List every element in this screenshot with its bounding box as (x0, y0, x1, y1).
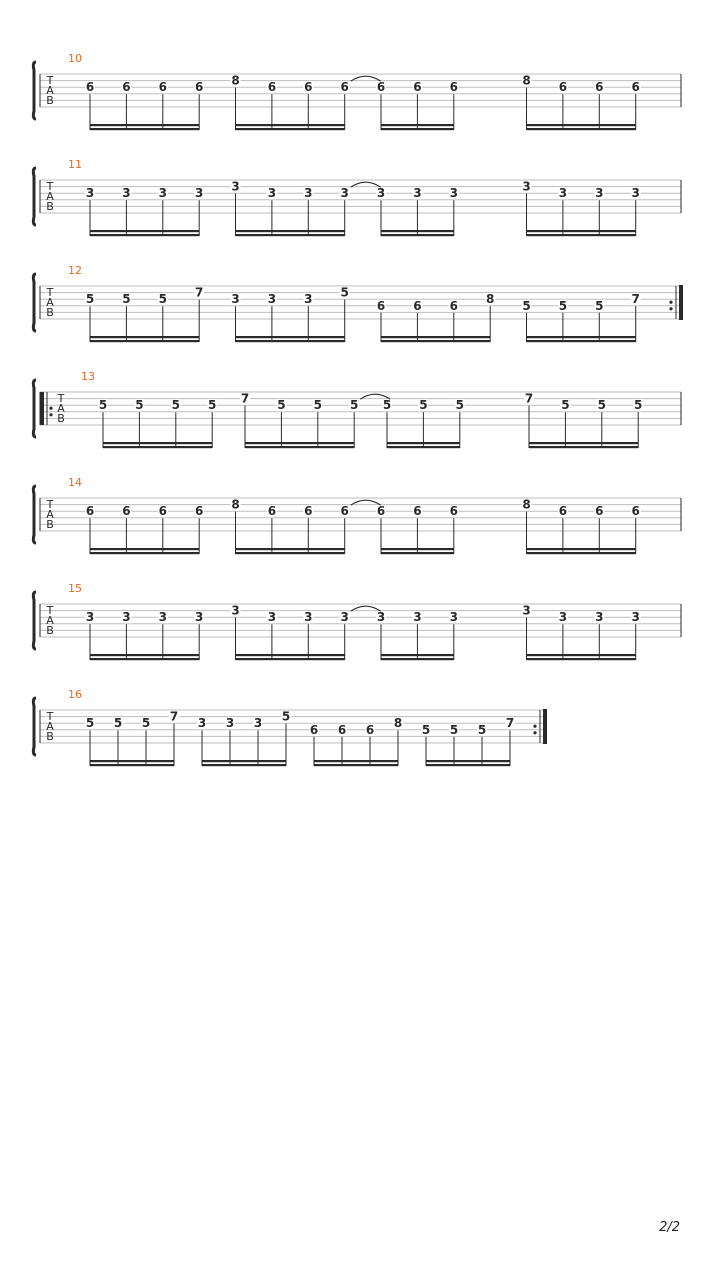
beam-group (522, 498, 641, 555)
fret-number: 3 (304, 292, 313, 307)
beam-secondary (381, 658, 454, 660)
fret-number: 6 (304, 504, 313, 519)
beam-secondary (245, 446, 354, 448)
beam-secondary (90, 234, 199, 236)
fret-number: 5 (634, 398, 643, 413)
fret-number: 6 (376, 298, 386, 313)
fret-number: 6 (413, 80, 422, 95)
beam-secondary (90, 552, 199, 554)
fret-number: 6 (304, 80, 313, 95)
tab-clef-letter-b: B (46, 306, 54, 319)
fret-number: 6 (449, 80, 458, 95)
beam-primary (527, 336, 636, 338)
fret-number: 8 (231, 73, 240, 88)
tab-clef-letter-a: A (46, 614, 54, 627)
fret-number: 3 (595, 186, 604, 201)
fret-number: 3 (413, 186, 422, 201)
fret-number: 3 (376, 186, 386, 201)
fret-number: 6 (413, 504, 422, 519)
fret-number: 6 (595, 80, 604, 95)
tab-system-16 (33, 688, 545, 766)
fret-number: 5 (313, 398, 322, 413)
fret-number: 5 (561, 398, 570, 413)
fret-number: 6 (158, 504, 167, 519)
fret-number: 5 (98, 398, 108, 413)
measure-number: 15 (68, 582, 82, 595)
beam-secondary (426, 764, 510, 766)
fret-number: 3 (340, 186, 349, 201)
fret-number: 5 (208, 398, 217, 413)
tab-clef-letter-a: A (57, 402, 65, 415)
beam-primary (381, 336, 490, 338)
fret-number: 6 (340, 504, 349, 519)
measure-number: 12 (68, 264, 82, 277)
fret-number: 6 (85, 504, 95, 519)
fret-number: 3 (376, 610, 386, 625)
fret-number: 3 (449, 610, 458, 625)
system-bracket (33, 592, 36, 649)
fret-number: 5 (122, 292, 131, 307)
fret-number: 3 (522, 603, 531, 618)
tab-clef-letter-t: T (46, 498, 54, 511)
repeat-dot (533, 725, 536, 728)
beam-group (522, 604, 641, 661)
fret-number: 6 (376, 80, 386, 95)
beam-primary (381, 654, 454, 656)
beam-group (522, 74, 641, 131)
beam-group (231, 74, 350, 131)
fret-number: 3 (195, 186, 204, 201)
beam-primary (381, 230, 454, 232)
beam-primary (236, 548, 345, 550)
repeat-dot (533, 731, 536, 734)
tab-clef-letter-t: T (46, 286, 54, 299)
beam-secondary (527, 340, 636, 342)
tab-clef-letter-b: B (46, 200, 54, 213)
fret-number: 7 (240, 391, 250, 406)
beam-group (524, 392, 643, 449)
tab-clef-letter-a: A (46, 720, 54, 733)
fret-number: 6 (340, 80, 349, 95)
fret-number: 3 (122, 186, 131, 201)
tab-system-11 (33, 158, 681, 236)
fret-number: 5 (141, 716, 151, 731)
fret-number: 5 (113, 716, 123, 731)
fret-number: 6 (365, 722, 375, 737)
beam-secondary (90, 340, 199, 342)
beam-primary (314, 760, 398, 762)
fret-number: 3 (631, 610, 640, 625)
fret-number: 3 (558, 610, 568, 625)
beam-primary (90, 230, 199, 232)
fret-number: 7 (505, 716, 515, 731)
beam-primary (245, 442, 354, 444)
beam-group (231, 498, 350, 555)
fret-number: 5 (597, 398, 606, 413)
fret-number: 5 (281, 709, 291, 724)
beam-group (85, 710, 179, 767)
beam-group (85, 286, 204, 343)
beam-secondary (527, 552, 636, 554)
fret-number: 3 (304, 186, 313, 201)
beam-primary (90, 124, 199, 126)
fret-number: 3 (158, 610, 167, 625)
fret-number: 5 (595, 298, 604, 313)
measure-number: 13 (81, 370, 95, 383)
beam-secondary (236, 658, 345, 660)
system-bracket (33, 698, 36, 755)
beam-secondary (236, 128, 345, 130)
beam-group (231, 180, 350, 237)
measure-number: 10 (68, 52, 82, 65)
beam-secondary (381, 340, 490, 342)
fret-number: 5 (85, 292, 95, 307)
fret-number: 6 (337, 722, 347, 737)
beam-secondary (381, 234, 454, 236)
fret-number: 6 (558, 504, 568, 519)
beam-primary (527, 230, 636, 232)
beam-primary (236, 124, 345, 126)
tab-clef-letter-t: T (46, 604, 54, 617)
fret-number: 3 (231, 292, 240, 307)
beam-secondary (236, 234, 345, 236)
fret-number: 5 (421, 722, 431, 737)
fret-number: 3 (267, 292, 277, 307)
fret-number: 3 (267, 186, 277, 201)
fret-number: 6 (449, 504, 458, 519)
fret-number: 3 (85, 610, 95, 625)
fret-number: 6 (122, 80, 131, 95)
measure-number: 14 (68, 476, 82, 489)
tab-clef-letter-b: B (46, 518, 54, 531)
beam-primary (236, 336, 345, 338)
fret-number: 3 (449, 186, 458, 201)
beam-primary (90, 548, 199, 550)
fret-number: 6 (376, 504, 386, 519)
beam-secondary (236, 552, 345, 554)
fret-number: 3 (267, 610, 277, 625)
measure-number: 11 (68, 158, 82, 171)
beam-secondary (314, 764, 398, 766)
beam-group (231, 604, 350, 661)
beam-primary (527, 548, 636, 550)
fret-number: 6 (413, 298, 422, 313)
beam-primary (381, 124, 454, 126)
beam-primary (381, 548, 454, 550)
system-bracket (33, 486, 36, 543)
fret-number: 7 (524, 391, 534, 406)
beam-secondary (202, 764, 286, 766)
fret-number: 3 (340, 610, 349, 625)
fret-number: 5 (477, 722, 487, 737)
tab-clef-letter-a: A (46, 190, 54, 203)
tab-clef-letter-b: B (46, 730, 54, 743)
beam-primary (236, 654, 345, 656)
fret-number: 5 (158, 292, 167, 307)
fret-number: 3 (413, 610, 422, 625)
tab-clef-letter-b: B (46, 94, 54, 107)
fret-number: 5 (171, 398, 180, 413)
fret-number: 6 (122, 504, 131, 519)
fret-number: 3 (225, 716, 235, 731)
fret-number: 8 (231, 497, 240, 512)
tab-system-14 (33, 476, 681, 554)
beam-group (231, 286, 350, 343)
beam-group (240, 392, 359, 449)
tab-clef-letter-a: A (46, 508, 54, 521)
fret-number: 7 (195, 285, 204, 300)
fret-number: 5 (522, 298, 531, 313)
fret-number: 6 (195, 504, 204, 519)
fret-number: 3 (195, 610, 204, 625)
fret-number: 6 (309, 722, 319, 737)
tab-clef-letter-t: T (57, 392, 65, 405)
fret-number: 3 (253, 716, 263, 731)
beam-group (522, 180, 641, 237)
beam-secondary (527, 658, 636, 660)
fret-number: 6 (631, 504, 640, 519)
tab-system-10 (33, 52, 681, 130)
fret-number: 5 (85, 716, 95, 731)
fret-number: 5 (449, 722, 459, 737)
fret-number: 6 (158, 80, 167, 95)
tab-clef-letter-t: T (46, 710, 54, 723)
tab-clef-letter-b: B (57, 412, 65, 425)
beam-primary (90, 760, 174, 762)
fret-number: 3 (558, 186, 568, 201)
fret-number: 5 (419, 398, 428, 413)
beam-primary (90, 336, 199, 338)
beam-secondary (527, 128, 636, 130)
tab-clef-letter-t: T (46, 74, 54, 87)
beam-secondary (90, 128, 199, 130)
beam-primary (103, 442, 212, 444)
beam-primary (236, 230, 345, 232)
fret-number: 6 (595, 504, 604, 519)
repeat-dot (669, 301, 672, 304)
fret-number: 3 (231, 603, 240, 618)
fret-number: 6 (85, 80, 95, 95)
beam-primary (527, 654, 636, 656)
fret-number: 3 (122, 610, 131, 625)
system-bracket (33, 380, 36, 437)
beam-primary (426, 760, 510, 762)
fret-number: 7 (169, 709, 179, 724)
fret-number: 6 (558, 80, 568, 95)
fret-number: 6 (195, 80, 204, 95)
fret-number: 5 (455, 398, 464, 413)
fret-number: 3 (631, 186, 640, 201)
measure-number: 16 (68, 688, 82, 701)
beam-secondary (527, 234, 636, 236)
system-bracket (33, 168, 36, 225)
fret-number: 3 (231, 179, 240, 194)
fret-number: 3 (595, 610, 604, 625)
fret-number: 7 (631, 292, 640, 307)
tab-clef-letter-b: B (46, 624, 54, 637)
fret-number: 8 (522, 497, 531, 512)
fret-number: 5 (382, 398, 392, 413)
repeat-dot (49, 407, 52, 410)
fret-number: 3 (522, 179, 531, 194)
system-bracket (33, 62, 36, 119)
beam-secondary (381, 128, 454, 130)
system-bracket (33, 274, 36, 331)
fret-number: 6 (449, 298, 458, 313)
beam-secondary (381, 552, 454, 554)
tab-system-12 (33, 264, 681, 342)
fret-number: 5 (558, 298, 568, 313)
fret-number: 8 (522, 73, 531, 88)
fret-number: 6 (267, 504, 277, 519)
fret-number: 5 (135, 398, 144, 413)
repeat-dot (669, 307, 672, 310)
beam-group (197, 710, 291, 767)
page-number: 2/2 (659, 1220, 680, 1235)
tab-system-15 (33, 582, 681, 660)
beam-primary (90, 654, 199, 656)
fret-number: 8 (393, 716, 403, 731)
beam-secondary (90, 764, 174, 766)
fret-number: 3 (304, 610, 313, 625)
repeat-dot (49, 413, 52, 416)
fret-number: 6 (631, 80, 640, 95)
beam-primary (202, 760, 286, 762)
beam-primary (529, 442, 638, 444)
fret-number: 3 (197, 716, 207, 731)
beam-secondary (529, 446, 638, 448)
beam-primary (387, 442, 460, 444)
tab-clef-letter-a: A (46, 296, 54, 309)
fret-number: 5 (340, 285, 349, 300)
beam-secondary (236, 340, 345, 342)
fret-number: 3 (158, 186, 167, 201)
fret-number: 5 (350, 398, 359, 413)
fret-number: 3 (85, 186, 95, 201)
fret-number: 5 (277, 398, 286, 413)
tab-system-13 (33, 370, 681, 448)
fret-number: 8 (486, 292, 495, 307)
fret-number: 6 (267, 80, 277, 95)
beam-secondary (90, 658, 199, 660)
beam-secondary (103, 446, 212, 448)
beam-secondary (387, 446, 460, 448)
tab-clef-letter-a: A (46, 84, 54, 97)
beam-primary (527, 124, 636, 126)
tab-clef-letter-t: T (46, 180, 54, 193)
